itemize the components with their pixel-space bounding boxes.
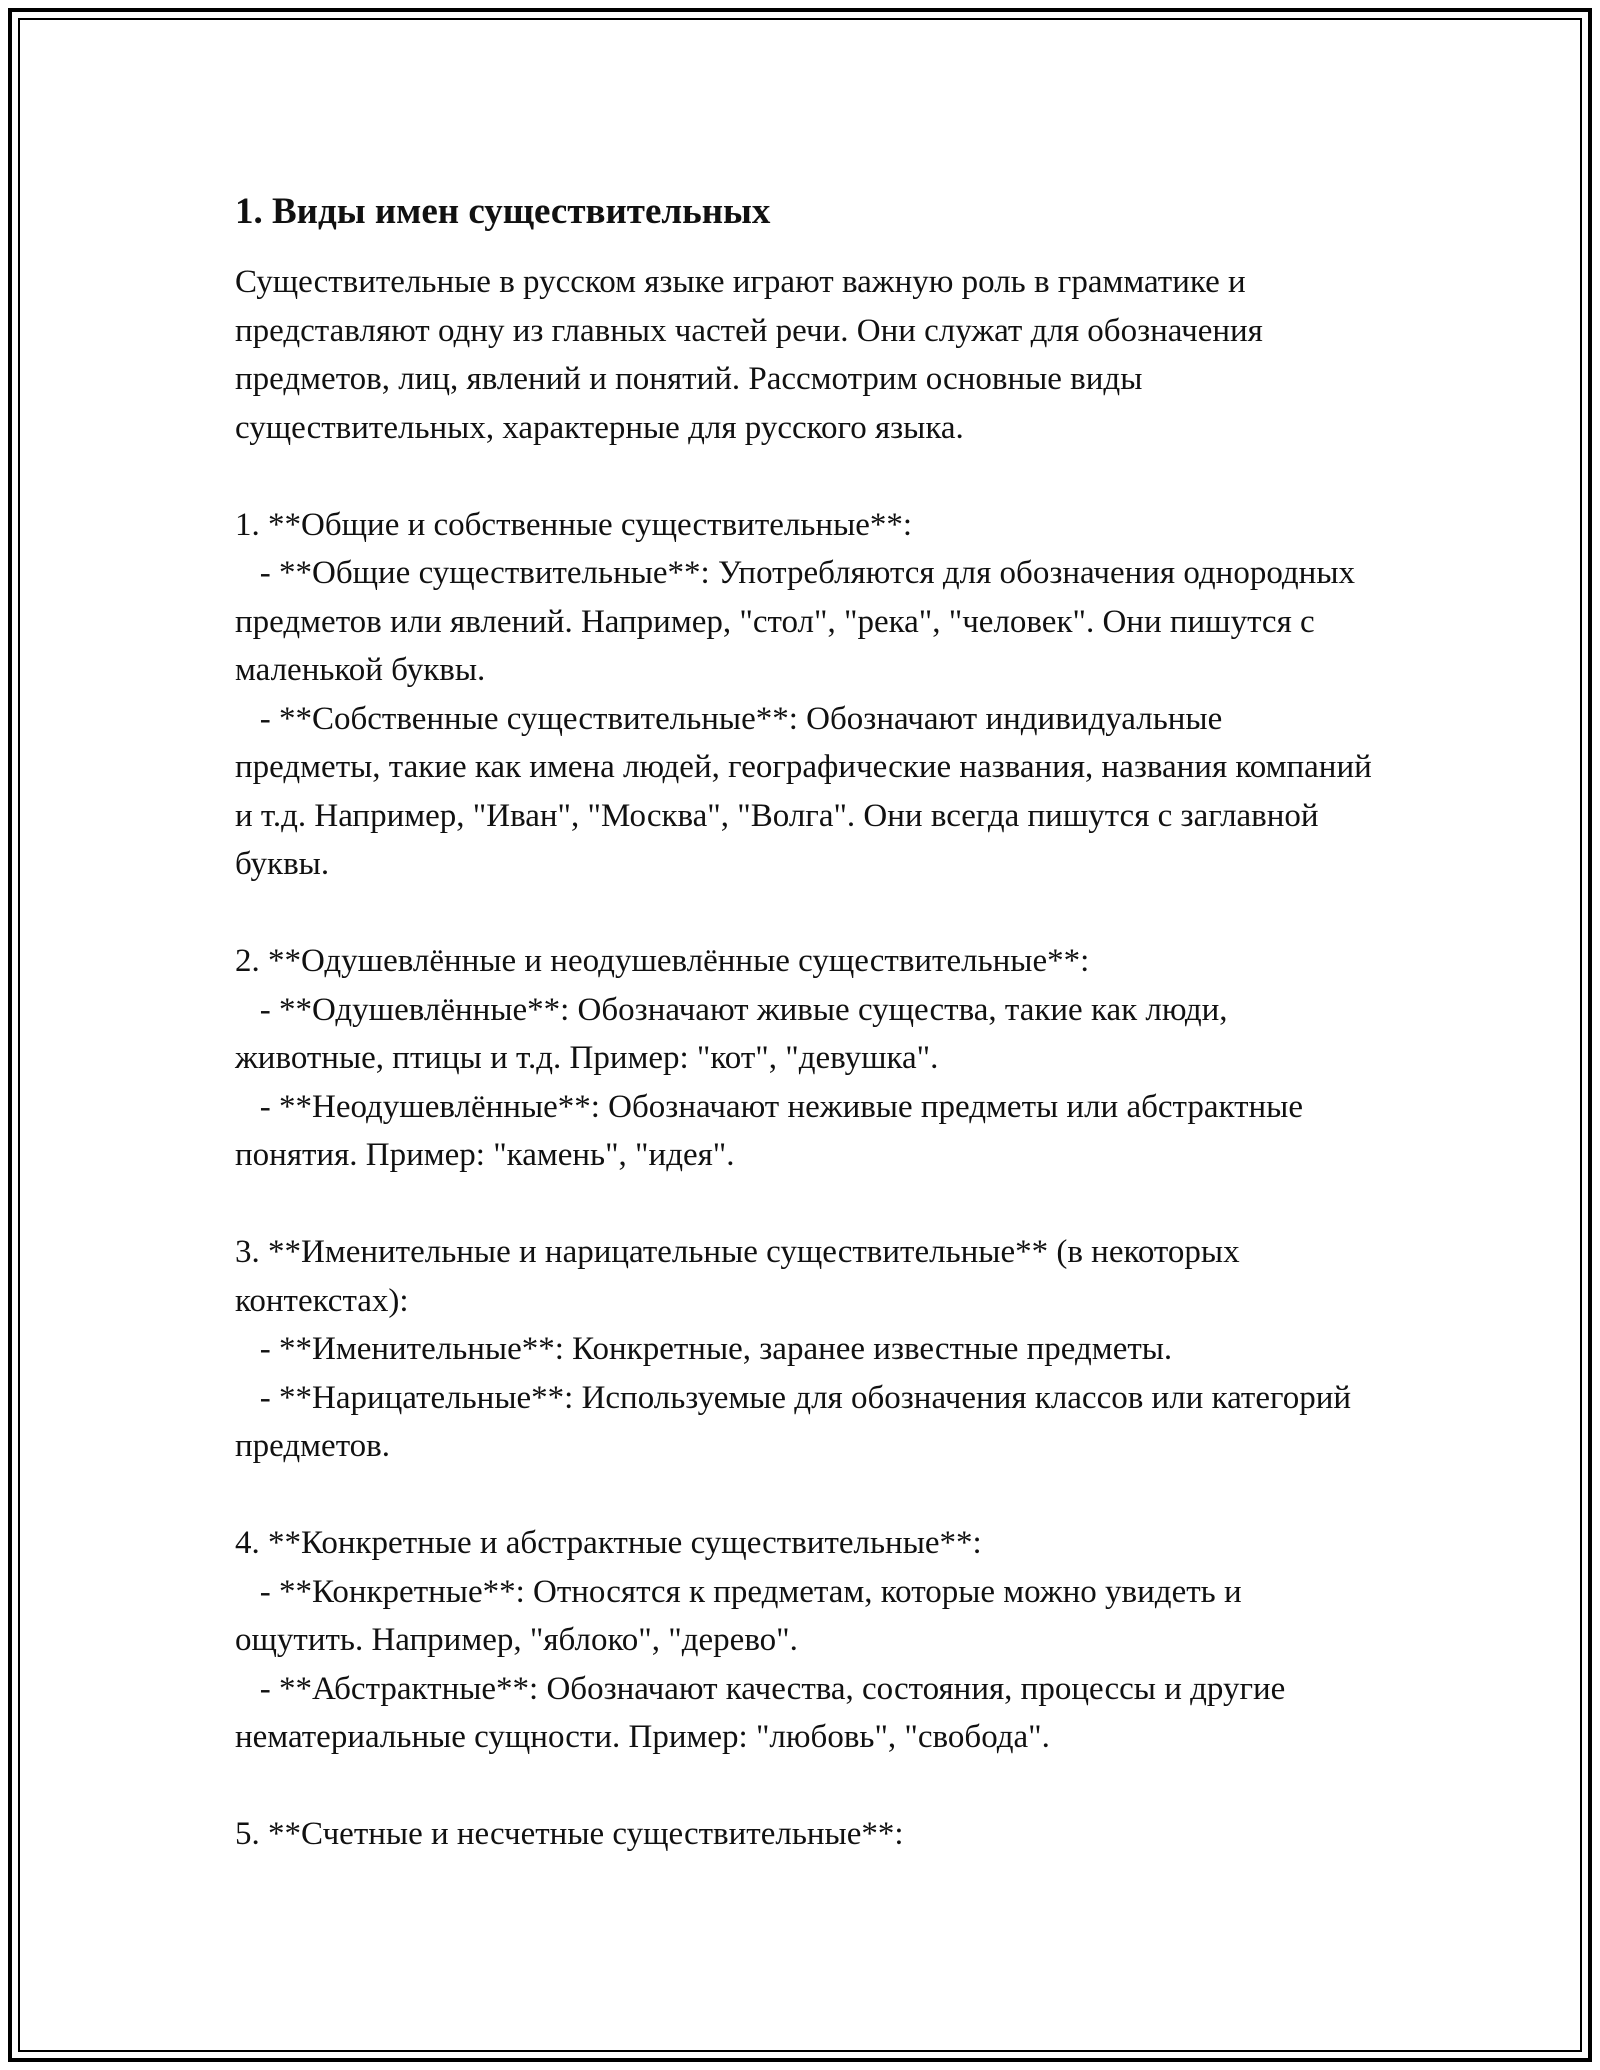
section-item: - **Именительные**: Конкретные, заранее известные предметы. (235, 1331, 1173, 1367)
section-spacer (235, 1762, 1375, 1811)
section-spacer (235, 889, 1375, 938)
section-item: - **Нарицательные**: Используемые для обозначения классов или категорий предметов. (235, 1379, 1360, 1464)
section-spacer (235, 1180, 1375, 1229)
section-1 (235, 501, 1381, 889)
section-title: 1. **Общие и собственные существительные**: (235, 506, 913, 543)
section-item: - **Собственные существительные**: Обозначают индивидуальные предметы, такие как имена людей, географические названия, названия компаний и т.д. Например, "Иван", "Москва", "Волга". Они всегда пишутся с заглавной буквы. (235, 700, 1381, 882)
section-4 (235, 1519, 1375, 1762)
section-spacer (235, 452, 1375, 501)
section-3 (235, 1228, 1375, 1471)
section-item: - **Неодушевлённые**: Обозначают неживые предметы или абстрактные понятия. Пример: "камень", "идея". (235, 1088, 1312, 1173)
section-title: 5. **Счетные и несчетные существительные**: (235, 1816, 904, 1852)
section-title: 2. **Одушевлённые и неодушевлённые существительные**: (235, 943, 1090, 979)
section-title: 4. **Конкретные и абстрактные существительные**: (235, 1525, 982, 1561)
section-item: - **Одушевлённые**: Обозначают живые существа, такие как люди, животные, птицы и т.д. Пример: "кот", "девушка". (235, 991, 1236, 1076)
section-item: - **Абстрактные**: Обозначают качества, состояния, процессы и другие нематериальные сущности. Пример: "любовь", "свобода". (235, 1670, 1294, 1755)
section-spacer (235, 1471, 1375, 1520)
section-item: - **Конкретные**: Относятся к предметам, которые можно увидеть и ощутить. Например, "яблоко", "дерево". (235, 1573, 1250, 1658)
section-2 (235, 937, 1375, 1180)
section-5 (235, 1810, 1375, 1859)
section-title: 3. **Именительные и нарицательные существительные** (в некоторых контекстах): (235, 1234, 1248, 1319)
intro-paragraph: Существительные в русском языке играют важную роль в грамматике и представляют одну из главных частей речи. Они служат для обозначения предметов, лиц, явлений и понятий. Рассмотрим основные виды существительных, характерные для русского языка. (235, 264, 1263, 446)
document-heading: 1. Виды имен существительных (235, 191, 771, 232)
document-body (235, 188, 1381, 1859)
section-item: - **Общие существительные**: Употребляются для обозначения однородных предметов или явлений. Например, "стол", "река", "человек". Они пишутся с маленькой буквы. (235, 555, 1364, 688)
